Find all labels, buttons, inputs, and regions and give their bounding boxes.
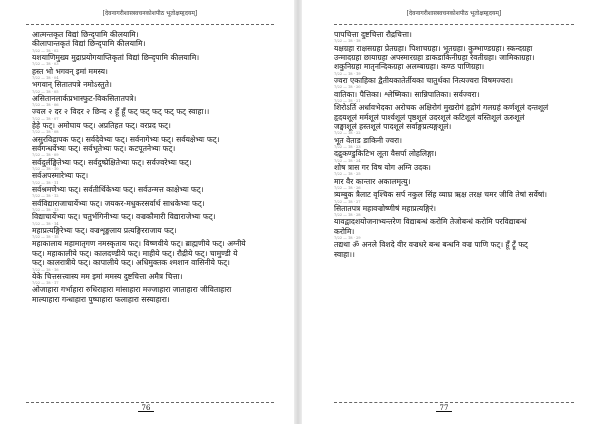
text-line: ज्वल २ दर २ विदर २ छिन्द २ हूँ हूँ फट् फट् फट् फट् फट् स्वाहा।। xyxy=(32,107,210,117)
text-line: फट्। महाकालीये फट्। कालदण्डीये फट्। माहीये फट्। रौद्रीये फट्। चामुण्डी ये xyxy=(32,248,238,258)
text-line: जङ्घाशूलं हस्तशूलं पादशूलं सर्वाङ्गप्रत्यङ्गशूलं। xyxy=(334,122,452,132)
text-line: सितातपत्र महावज्रोष्णीषं महाप्रत्यङ्गिरं। xyxy=(334,203,436,213)
text-line: विद्याचार्येभ्यः फट्। चतुर्भगिनीभ्यः फट्। वज्रकौमारी विद्याराजेभ्यः फट्। xyxy=(32,212,216,222)
verse-marker: 7/22 — 18 · 26 xyxy=(334,185,361,190)
text-line: यक्षग्रहा राक्षसग्रहा प्रेतग्रहा। पिशाचग्रहा। भूतग्रहा। कुम्भाण्डग्रहा। स्कन्दग्रहा xyxy=(334,43,533,53)
left-page xyxy=(0,0,292,424)
text-line: उन्मादग्रहा छायाग्रहा अपस्मारग्रहा डाकडाकिनीग्रहा रेवतीग्रहा। जामिकाग्रहा। xyxy=(334,53,535,63)
verse-marker: 7/22 — 18 · 04 xyxy=(32,76,59,81)
text-line: कीलापान्तकृतं विद्यां छिन्द्पामि कीलयामि। xyxy=(32,39,146,49)
verse-marker: 7/22 — 18 · 11 xyxy=(32,180,59,185)
text-line: शोष त्रास गर विष योग अग्नि उदक। xyxy=(334,162,431,172)
text-line: तद्यथा ॐ अनले विशदे वीर वज्रधरे बन्ध बन्धनि वज्र पाणि फट्। हूँ ट्रूँ फट् xyxy=(334,240,528,250)
text-line: भूत वेताड डाकिनी ज्वरा। xyxy=(334,135,403,145)
verse-marker: 7/22 — 18 · 24 xyxy=(334,158,361,163)
verse-marker: 7/22 — 18 · 12 xyxy=(32,194,59,199)
text-line: यशयाणिमुख्य मुद्राप्रयोगयाप्तिकृतां विद्यां छिन्द्पामि कीलयामि। xyxy=(32,53,200,63)
verse-marker: 7/22 — 18 · 27 xyxy=(334,199,361,204)
footer-rule xyxy=(26,402,274,403)
verse-marker: 7/22 — 18 · 15 xyxy=(32,235,59,240)
text-line: दद्रुकण्डुकिटिभ लूता वैसर्पा लोहलिङ्गा। xyxy=(334,149,437,159)
text-line: महाकालाय महामातृगण नमस्कृताय फट्। विष्णवीये फट्। ब्राह्मणीये फट्। अग्नीये xyxy=(32,239,246,249)
verse-marker: 7/22 — 18 · 20 xyxy=(334,85,361,90)
verse-marker: 7/22 — 18 · 19 xyxy=(334,71,361,76)
text-line: वातिका। पैत्तिका। श्लेष्मिका। सान्निपातिका। सर्वज्वरा। xyxy=(334,89,480,99)
verse-marker: 7/22 — 18 · 21 xyxy=(334,99,361,104)
text-line: ओजाहारा गर्भाहारा रुधिराहारा मांसाहारा मज्जाहारा जाताहारा जीविताहारा xyxy=(32,285,232,295)
verse-marker: 7/22 — 18 · 18 xyxy=(334,39,361,44)
running-header: [देवनागरीशास्त्रवचनकोशपीठ भूतोक्षम्हृदयम्] xyxy=(102,10,198,17)
text-line: ज्वरा एकाहिका द्वैतीयकातेर्तीयका चातुर्थका नित्यज्वरा विषमज्वरा। xyxy=(334,76,514,86)
verse-marker: 7/22 — 18 · 09 xyxy=(32,153,59,158)
verse-marker: 7/22 — 18 · 06 xyxy=(32,103,59,108)
header-rule xyxy=(334,24,574,25)
right-page xyxy=(304,0,596,424)
text-line: शिरोऽर्ति अर्धावभेदका अरोचक अक्षिरोगं मुखरोगं हृद्रोगं गलग्रहं कर्णशूलं दन्तशूलं xyxy=(334,103,549,113)
running-header: [देवनागरीशास्त्रवचनकोशपीठ भूतोक्षम्हृदयम्] xyxy=(406,10,502,17)
book-gutter xyxy=(294,0,302,424)
text-line: फट्। कालरात्रीये फट्। कापालीये फट्। अधिमुक्तक श्मशान वासिनीये फट्। xyxy=(32,258,230,268)
text-line: यावद्वादशयोजनाभ्यन्तरेण विद्याबन्धं करोमि तेजोबन्धं करोमि परविद्याबन्धं xyxy=(334,217,527,227)
text-line: महाप्रत्यङ्गिरेभ्यः फट्। वज्रशृङ्खलाय प्रत्यङ्गिरराजाय फट्। xyxy=(32,225,177,235)
page-body xyxy=(334,30,576,259)
verse-marker: 7/22 — 18 · 16 xyxy=(32,267,59,272)
text-line: स्वाहा।। xyxy=(334,249,355,259)
verse-marker: 7/22 — 18 · 08 xyxy=(32,130,59,135)
verse-marker: 7/22 — 18 · 14 xyxy=(32,221,59,226)
text-line: माल्याहारा गन्धाहारा पुष्पाहारा फलाहारा सस्याहारा। xyxy=(32,294,170,304)
verse-marker: 7/22 — 18 · 17 xyxy=(32,281,59,286)
page-number: _77_ xyxy=(436,404,452,412)
verse-marker: 7/22 — 18 · 10 xyxy=(32,167,59,172)
text-line: येके चित्तसत्त्वास्य मम इमां ममस्य दुष्टचित्ता अमैत्र चित्ता। xyxy=(32,271,183,281)
verse-marker: 7/22 — 18 · 02 xyxy=(32,48,59,53)
verse-marker: 7/22 — 18 · 23 xyxy=(334,145,361,150)
text-line: असितानलार्कप्रभास्फुट-विकसितातपत्रे। xyxy=(32,93,137,103)
page-number: _76_ xyxy=(138,404,154,412)
text-line: सर्वदुर्लङ्घितेभ्यः फट्। सर्वदुष्प्रेक्षितेभ्यः फट्। सर्वज्वरेभ्यः फट्। xyxy=(32,157,192,167)
page-body xyxy=(32,30,278,304)
text-line: सर्वविद्याराजाचार्येभ्यः फट्। जयकर-मधुकरसर्वार्थ साधकेभ्यः फट्। xyxy=(32,198,205,208)
verse-marker: 7/22 — 18 · 22 xyxy=(334,131,361,136)
text-line: आत्मन्तकृत विद्यां छिन्द्पामि कीलयामि। xyxy=(32,30,139,39)
text-line: सर्वश्रमणेभ्यः फट्। सर्वतीर्थिकेभ्यः फट्। सर्वउन्मत्त काक्षेभ्यः फट्। xyxy=(32,184,204,194)
text-line: हृदयशूलं मर्मशूलं पार्श्वशूलं पृष्ठशूलं उदरशूलं कटिशूलं वस्तिशूलं ऊरुशूलं xyxy=(334,112,525,122)
text-line: असुरविद्रापक फट्। सर्वदेवेभ्यः फट्। सर्वनागेभ्यः फट्। सर्वयक्षेभ्यः फट्। xyxy=(32,134,220,144)
text-line: हस्त भो भगवन् इमां ममस्य। xyxy=(32,66,108,76)
text-line: सर्वगन्धर्वेभ्यः फट्। सर्वभूतेभ्यः फट्। कटपूतनेभ्यः फट्। xyxy=(32,144,176,154)
text-line: पापचित्ता दुष्टचित्ता रौद्रचित्ता। xyxy=(334,30,412,39)
text-line: हेहे फट्। अमोघाय फट्। अप्रतिहत फट्। वरप्रद फट्। xyxy=(32,121,171,131)
verse-marker: 7/22 — 18 · 28 xyxy=(334,213,361,218)
text-line: मार वैर कान्तार अकालमृत्यु। xyxy=(334,176,411,186)
verse-marker: 7/22 — 18 · 03 xyxy=(32,62,59,67)
text-line: त्र्यम्बुक त्रैलाट वृश्चिक सर्प नकुल सिंह व्याघ्र ऋक्ष तरक्ष चमर जीवि तेषां सर्वेषां। xyxy=(334,190,548,200)
header-rule xyxy=(26,24,274,25)
text-line: करोमि। xyxy=(334,226,355,236)
footer-rule xyxy=(334,402,574,403)
verse-marker: 7/22 — 18 · 13 xyxy=(32,207,59,212)
verse-marker: 7/22 — 18 · 07 xyxy=(32,116,59,121)
text-line: भगवान् सितातपत्रे नमोऽस्तुते। xyxy=(32,80,112,90)
verse-marker: 7/22 — 18 · 29 xyxy=(334,236,361,241)
text-line: सर्वअपस्मारेभ्यः फट्। xyxy=(32,171,89,181)
verse-marker: 7/22 — 18 · 05 xyxy=(32,89,59,94)
text-line: शकुनिग्रहा मातृनन्दिकग्रहा अलम्बाग्रहा। कण्ठ पाणिग्रहा। xyxy=(334,62,485,72)
verse-marker: 7/22 — 18 · 25 xyxy=(334,172,361,177)
